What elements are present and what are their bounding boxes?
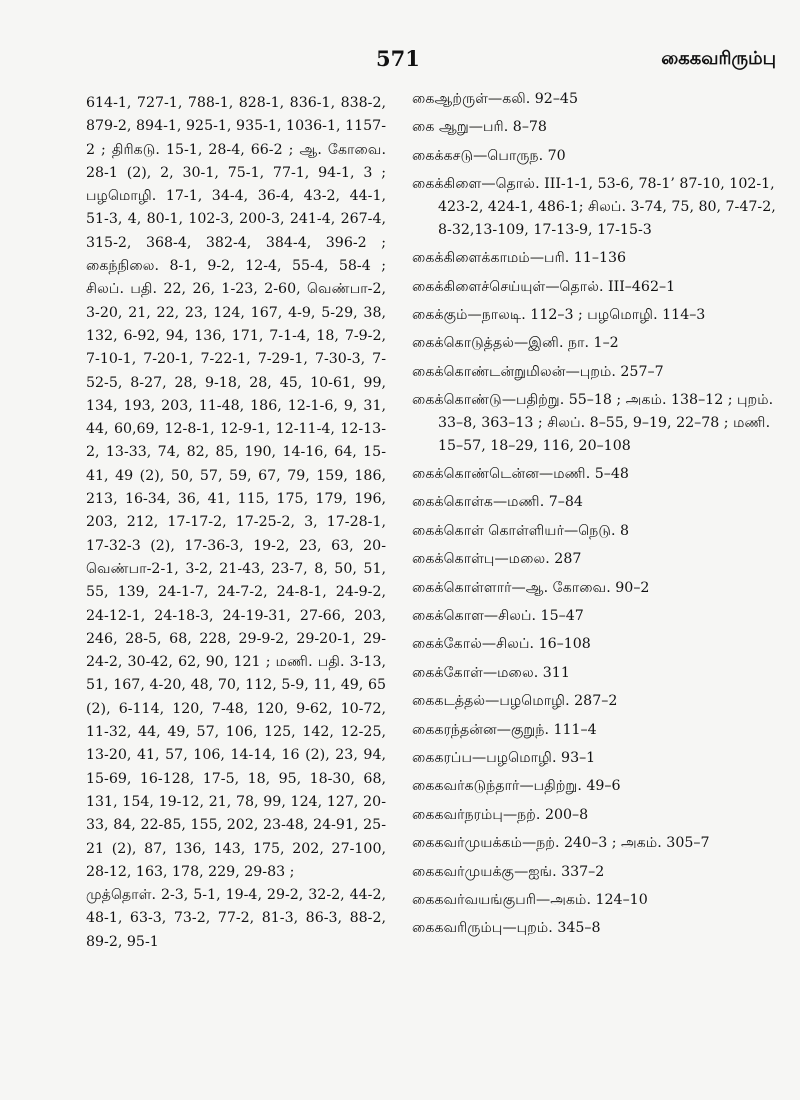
index-entry: கைக்கிளைச்செய்யுள்—தொல். III–462–1 [412, 278, 676, 295]
index-entry: கைகவர்முயக்கம்—நற். 240–3 ; அகம். 305–7 [412, 835, 710, 852]
index-entry: கைகவரிரும்பு—புறம். 345–8 [412, 920, 601, 937]
index-entry: கைக்கோல்—சிலப். 16–108 [412, 636, 591, 653]
index-entry: கைகவர்வயங்குபரி—அகம். 124–10 [412, 891, 648, 908]
index-entry: கைகவர்நரம்பு—நற். 200–8 [412, 806, 589, 823]
right-column [412, 88, 788, 946]
left-column [86, 92, 386, 954]
index-entry: கை ஆறு—பரி. 8–78 [412, 119, 547, 136]
index-entry: கைகவர்கடுந்தார்—பதிற்று. 49–6 [412, 778, 621, 795]
index-entry: கைக்கொடுத்தல்—இனி. நா. 1–2 [412, 335, 619, 352]
running-head: கைகவரிரும்பு [661, 48, 776, 69]
index-entry: கைக்கொண்டென்ன—மணி. 5–48 [412, 466, 629, 483]
index-entry: கைகடத்தல்—பழமொழி. 287–2 [412, 693, 618, 710]
index-entry: கைக்கிளைக்காமம்—பரி. 11–136 [412, 250, 627, 267]
index-entry: கைகரப்ப—பழமொழி. 93–1 [412, 750, 596, 766]
index-entry: கைக்கொண்டு—பதிற்று. 55–18 ; அகம். 138–12 ; புறம். 33–8, 363–13 ; சிலப். 8–55, 9–19, 22–78 ; மணி. 15–57, 18–29, 116, 20–108 [412, 392, 774, 454]
index-entry: கைக்கோள்—மலை. 311 [412, 664, 570, 681]
index-entry: கைக்கிளை—தொல். III-1-1, 53-6, 78-1’ 87-10, 102-1, 423-2, 424-1, 486-1; சிலப். 3-74, 75, 80, 7-47-2, 8-32,13-109, 17-13-9, 17-15-3 [412, 176, 776, 238]
index-entry: கைக்கும்—நாலடி. 112–3 ; பழமொழி. 114–3 [412, 306, 706, 323]
index-entry: கைக்கொள—சிலப். 15–47 [412, 608, 584, 625]
index-entry: கைக்கொள்பு—மலை. 287 [412, 551, 582, 568]
index-entry: கைக்கசடு—பொருந. 70 [412, 147, 566, 164]
page-header [0, 42, 800, 74]
index-entry: கைகரந்தன்ன—குறுந். 111–4 [412, 721, 597, 738]
index-entry: கைக்கொள்க—மணி. 7–84 [412, 494, 583, 511]
index-entry: கைக்கொள் கொள்ளியர்—நெடு. 8 [412, 522, 630, 539]
reference-paragraph: 614-1, 727-1, 788-1, 828-1, 836-1, 838-2, 879-2, 894-1, 925-1, 935-1, 1036-1, 1157-2 ; திரிகடு. 15-1, 28-4, 66-2 ; ஆ. கோவை. 28-1 (2), 2, 30-1, 75-1, 77-1, 94-1, 3 ; பழமொழி. 17-1, 34-4, 36-4, 43-2, 44-1, 51-3, 4, 80-1, 102-3, 200-3, 241-4, 267-4, 315-2, 368-4, 382-4, 384-4, 396-2 ; கைந்நிலை. 8-1, 9-2, 12-4, 55-4, 58-4 ; சிலப். பதி. 22, 26, 1-23, 2-60, வெண்பா-2, 3-20, 21, 22, 23, 124, 167, 4-9, 5-29, 38, 132, 6-92, 94, 136, 171, 7-1-4, 18, 7-9-2, 7-10-1, 7-20-1, 7-22-1, 7-29-1, 7-30-3, 7-52-5, 8-27, 28, 9-18, 28, 45, 10-61, 99, 134, 193, 203, 11-48, 186, 12-1-6, 9, 31, 44, 60,69, 12-8-1, 12-9-1, 12-11-4, 12-13-2, 13-33, 74, 82, 85, 190, 14-16, 64, 15-41, 49 (2), 50, 57, 59, 67, 79, 159, 186, 213, 16-34, 36, 41, 115, 175, 179, 196, 203, 212, 17-17-2, 17-25-2, 3, 17-28-1, 17-32-3 (2), 17-36-3, 19-2, 23, 63, 20-வெண்பா-2-1, 3-2, 21-43, 23-7, 8, 50, 51, 55, 139, 24-1-7, 24-7-2, 24-8-1, 24-9-2, 24-12-1, 24-18-3, 24-19-31, 27-66, 203, 246, 28-5, 68, 228, 29-9-2, 29-20-1, 29-24-2, 30-42, 62, 90, 121 ; மணி. பதி. 3-13, 51, 167, 4-20, 48, 70, 112, 5-9, 11, 49, 65 (2), 6-114, 120, 7-48, 120, 9-62, 10-72, 11-32, 44, 49, 57, 106, 125, 142, 12-25, 13-20, 41, 57, 106, 14-14, 16 (2), 23, 94, 15-69, 16-128, 17-5, 18, 95, 18-30, 68, 131, 154, 19-12, 21, 78, 99, 124, 127, 20-33, 84, 22-85, 155, 202, 23-48, 24-91, 25-21 (2), 87, 136, 143, 175, 202, 27-100, 28-12, 163, 178, 229, 29-83 ; [86, 95, 386, 880]
index-entry: கைகவர்முயக்கு—ஐங். 337–2 [412, 863, 605, 880]
page-number: 571 [376, 46, 420, 71]
index-entry: கைக்கொள்ளார்—ஆ. கோவை. 90–2 [412, 579, 650, 596]
index-entry: கைக்கொண்டன்றுமிலன்—புறம். 257–7 [412, 363, 664, 380]
index-entry: கைஆற்ருள்—கலி. 92–45 [412, 91, 578, 107]
reference-paragraph: முத்தொள். 2-3, 5-1, 19-4, 29-2, 32-2, 44-2, 48-1, 63-3, 73-2, 77-2, 81-3, 86-3, 88-2, 89-2, 95-1 [86, 887, 386, 950]
